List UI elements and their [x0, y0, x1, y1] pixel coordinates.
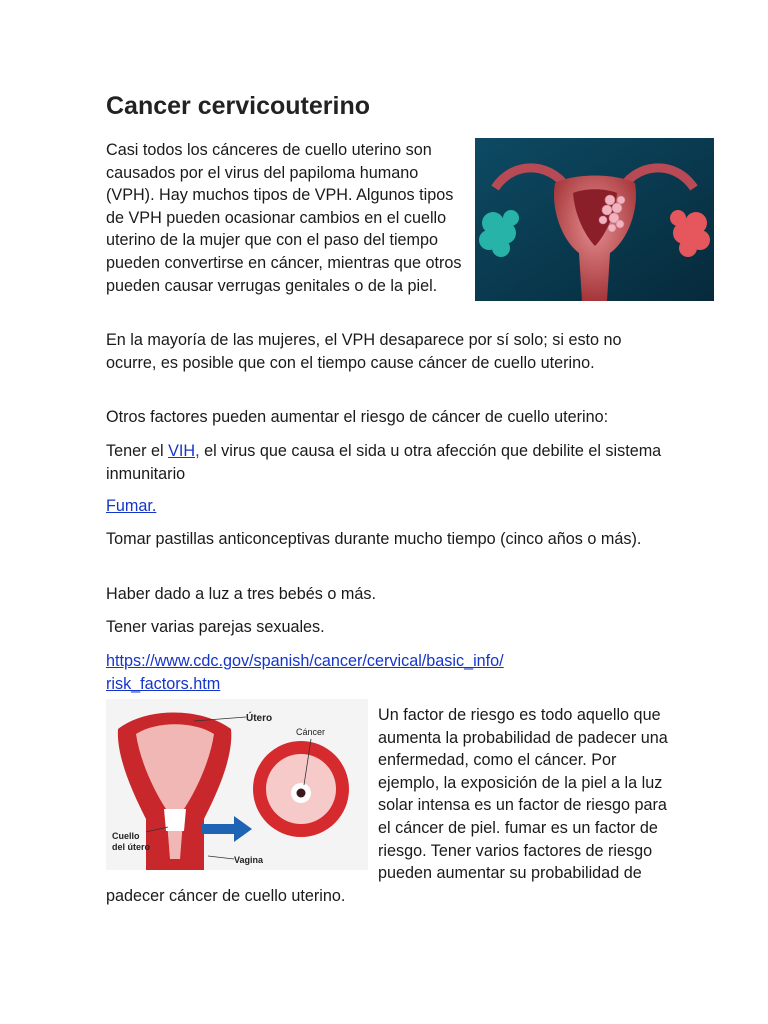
hiv-suffix: el virus que causa el sida u otra afección que debilite el sistema inmunitario [106, 442, 662, 483]
source-url-line2[interactable]: risk_factors.htm [106, 674, 221, 693]
contraceptive-paragraph: Tomar pastillas anticonceptivas durante mucho tiempo (cinco años o más). [106, 530, 642, 548]
partners-paragraph: Tener varias parejas sexuales. [106, 618, 325, 636]
label-vagina: Vagina [234, 855, 264, 865]
label-cuello-2: del útero [112, 842, 151, 852]
smoking-paragraph [106, 495, 156, 518]
uterus-illustration [475, 138, 714, 301]
source-url-line1[interactable]: https://www.cdc.gov/spanish/cancer/cervical/basic_info/ [106, 652, 504, 670]
risk-definition-text: Un factor de riesgo es todo aquello que aumenta la probabilidad de padecer una enfermedad, como el cáncer. Por ejemplo, la exposición de la piel a la luz solar intensa es un factor de riesgo para el cáncer de piel. fumar es un factor de riesgo. Tener varios factores de riesgo pueden aumentar su probabilidad de padecer cáncer de cuello uterino. [106, 706, 668, 905]
label-utero: Útero [246, 713, 273, 724]
float-spacer [106, 704, 378, 875]
hpv-paragraph: En la mayoría de las mujeres, el VPH desaparece por sí solo; si esto no ocurre, es posible que con el tiempo cause cáncer de cuello uterino. [106, 331, 622, 372]
risk-factors-intro: Otros factores pueden aumentar el riesgo de cáncer de cuello uterino: [106, 408, 609, 426]
hiv-link[interactable]: VIH, [168, 442, 200, 460]
label-cancer: Cáncer [296, 727, 326, 737]
intro-paragraph: Casi todos los cánceres de cuello uterino son causados por el virus del papiloma humano (VPH). Hay muchos tipos de VPH. Algunos tipos de VPH pueden ocasionar cambios en el cuello uterino de la mujer que con el paso del tiempo pueden convertirse en cáncer, mientras que otros pueden causar verrugas genitales o de la piel. [106, 141, 462, 295]
smoking-link[interactable]: Fumar. [106, 497, 157, 515]
births-paragraph: Haber dado a luz a tres bebés o más. [106, 585, 376, 603]
hiv-prefix: Tener el [106, 442, 169, 460]
page-title: Cancer cervicouterino [106, 92, 370, 120]
label-cuello-1: Cuello [112, 831, 140, 841]
risk-definition-paragraph [106, 704, 668, 907]
hiv-paragraph [106, 440, 666, 485]
source-url [106, 650, 504, 695]
